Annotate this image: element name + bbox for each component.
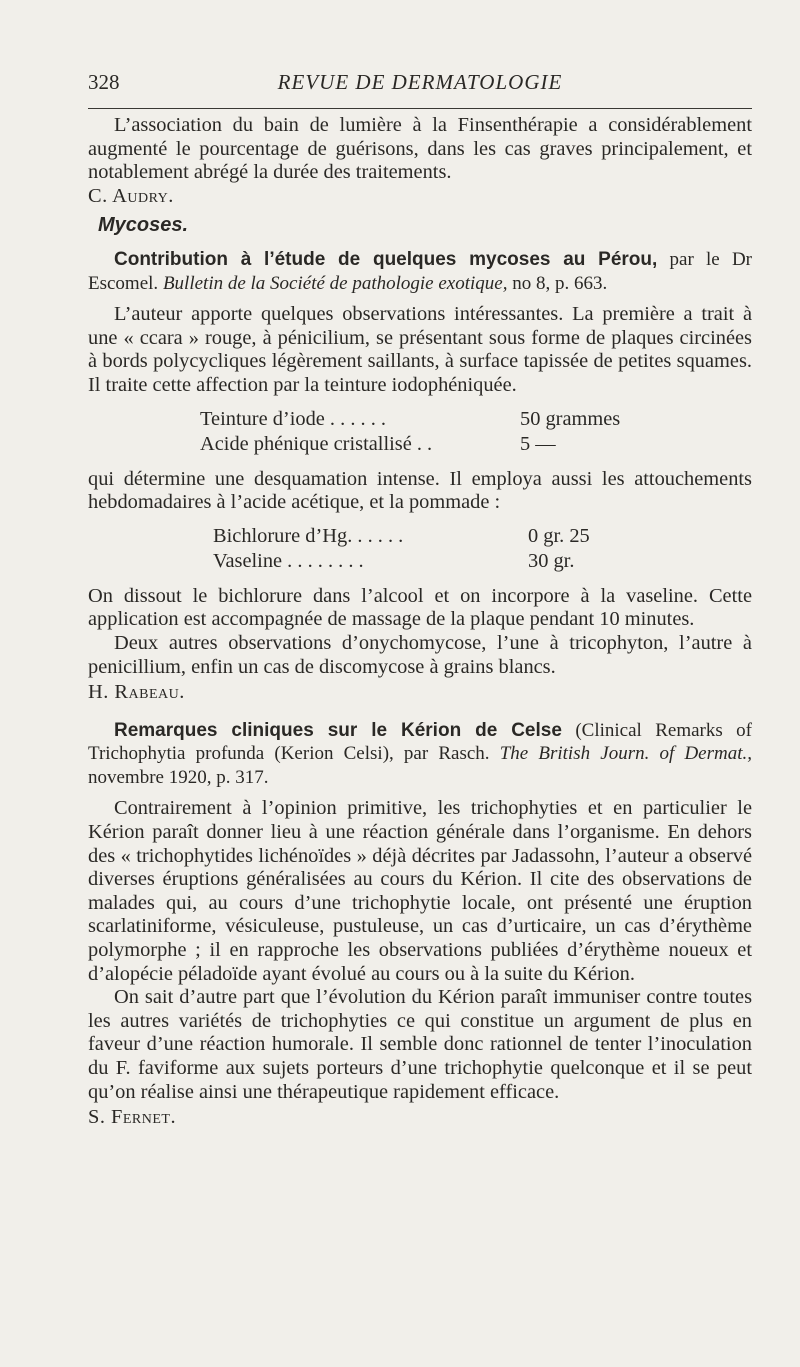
intro-paragraph: L’association du bain de lumière à la Finsenthérapie a considérablement augmenté le pourcentage de guérisons, dans les cas graves principalement, et notablement abrégé la durée des traitements. [88, 114, 752, 184]
article1-heading [88, 248, 752, 295]
formula-tincture [200, 408, 752, 458]
page-number: 328 [88, 70, 120, 94]
article1-title: Contribution à l’étude de quelques mycoses au Pérou, [114, 248, 658, 270]
formula-ingredient: Acide phénique cristallisé . . [200, 432, 433, 455]
article1-paragraph-3: On dissout le bichlorure dans l’alcool et on incorpore à la vaseline. Cette application est accompagnée de massage de la plaque pendant 10 minutes. [88, 584, 752, 631]
article1-ref: no 8, p. 663. [507, 272, 608, 294]
page-header [88, 70, 752, 100]
article2-heading [88, 719, 752, 790]
header-rule [88, 108, 752, 109]
formula-row [200, 433, 752, 458]
article2-paragraph-1: Contrairement à l’opinion primitive, les trichophyties et en particulier le Kérion paraît donner lieu à une réaction générale dans l’organisme. En dehors des « trichophytides lichénoïdes » déjà décrites par Jadassohn, l’auteur a observé diverses éruptions généralisées au cours du Kérion. Il cite des observations de malades qui, au cours d’une trichophytie locale, ont présenté une éruption scarlatiniforme, vésiculeuse, pustuleuse, un cas d’urticaire, un cas d’érythème polymorphe ; il en rapproche les observations publiées d’érythème noueux et d’alopécie péladoïde ayant évolué au cours ou à la suite du Kérion. [88, 797, 752, 985]
signature-audry: C. Audry. [88, 184, 174, 207]
formula-row [213, 550, 752, 575]
article1-paragraph-4: Deux autres observations d’onychomycose, l’une à tricophyton, l’autre à penicillium, enfin un cas de discomycose à grains blancs. [88, 631, 752, 678]
article2-journal: The British Journ. of Dermat., [489, 743, 752, 765]
formula-quantity: 5 — [520, 432, 556, 455]
article2-ref: novembre 1920, p. 317. [88, 766, 269, 788]
signature-rabeau: H. Rabeau. [88, 681, 185, 704]
formula-quantity: 30 gr. [528, 549, 575, 572]
article2-title: Remarques cliniques sur le Kérion de Celse [114, 719, 562, 741]
formula-row [213, 525, 752, 550]
formula-row [200, 408, 752, 433]
signature-fernet: S. Fernet. [88, 1106, 177, 1129]
article1-journal: Bulletin de la Société de pathologie exotique, [158, 272, 508, 294]
formula-ingredient: Teinture d’iode . . . . . . [200, 407, 387, 430]
formula-ingredient: Bichlorure d’Hg. . . . . . [213, 524, 404, 547]
article2-paragraph-2: On sait d’autre part que l’évolution du Kérion paraît immuniser contre toutes les autres variétés de trichophyties ce qui constitue un argument de plus en faveur d’une réaction humorale. Il semble donc rationnel de tenter l’inoculation du F. faviforme aux sujets porteurs d’une trichophytie quelconque et il se peut qu’on réalise ainsi une thérapeutique rapidement efficace. [88, 986, 752, 1103]
page-body [88, 114, 752, 1130]
formula-ingredient: Vaseline . . . . . . . . [213, 549, 364, 572]
running-title: REVUE DE DERMATOLOGIE [277, 70, 563, 94]
article1-paragraph-1: L’auteur apporte quelques observations intéressantes. La première a trait à une « ccara » rouge, à pénicilium, se présentant sous forme de plaques circinées à bords polycycliques légèrement saillants, à surface tapissée de petites squames. Il traite cette affection par la teinture iodophéniquée. [88, 303, 752, 396]
section-title: Mycoses. [98, 214, 189, 237]
article1-byline: par le Dr Escomel. [88, 248, 752, 294]
formula-quantity: 50 grammes [520, 407, 621, 430]
formula-quantity: 0 gr. 25 [528, 524, 590, 547]
article2-original-title: (Clinical Remarks of Trichophytia profunda (Kerion Celsi), par Rasch. [88, 719, 752, 765]
article1-paragraph-2: qui détermine une desquamation intense. Il employa aussi les attouchements hebdomadaires à l’acide acétique, et la pommade : [88, 467, 752, 514]
formula-ointment [213, 525, 752, 575]
